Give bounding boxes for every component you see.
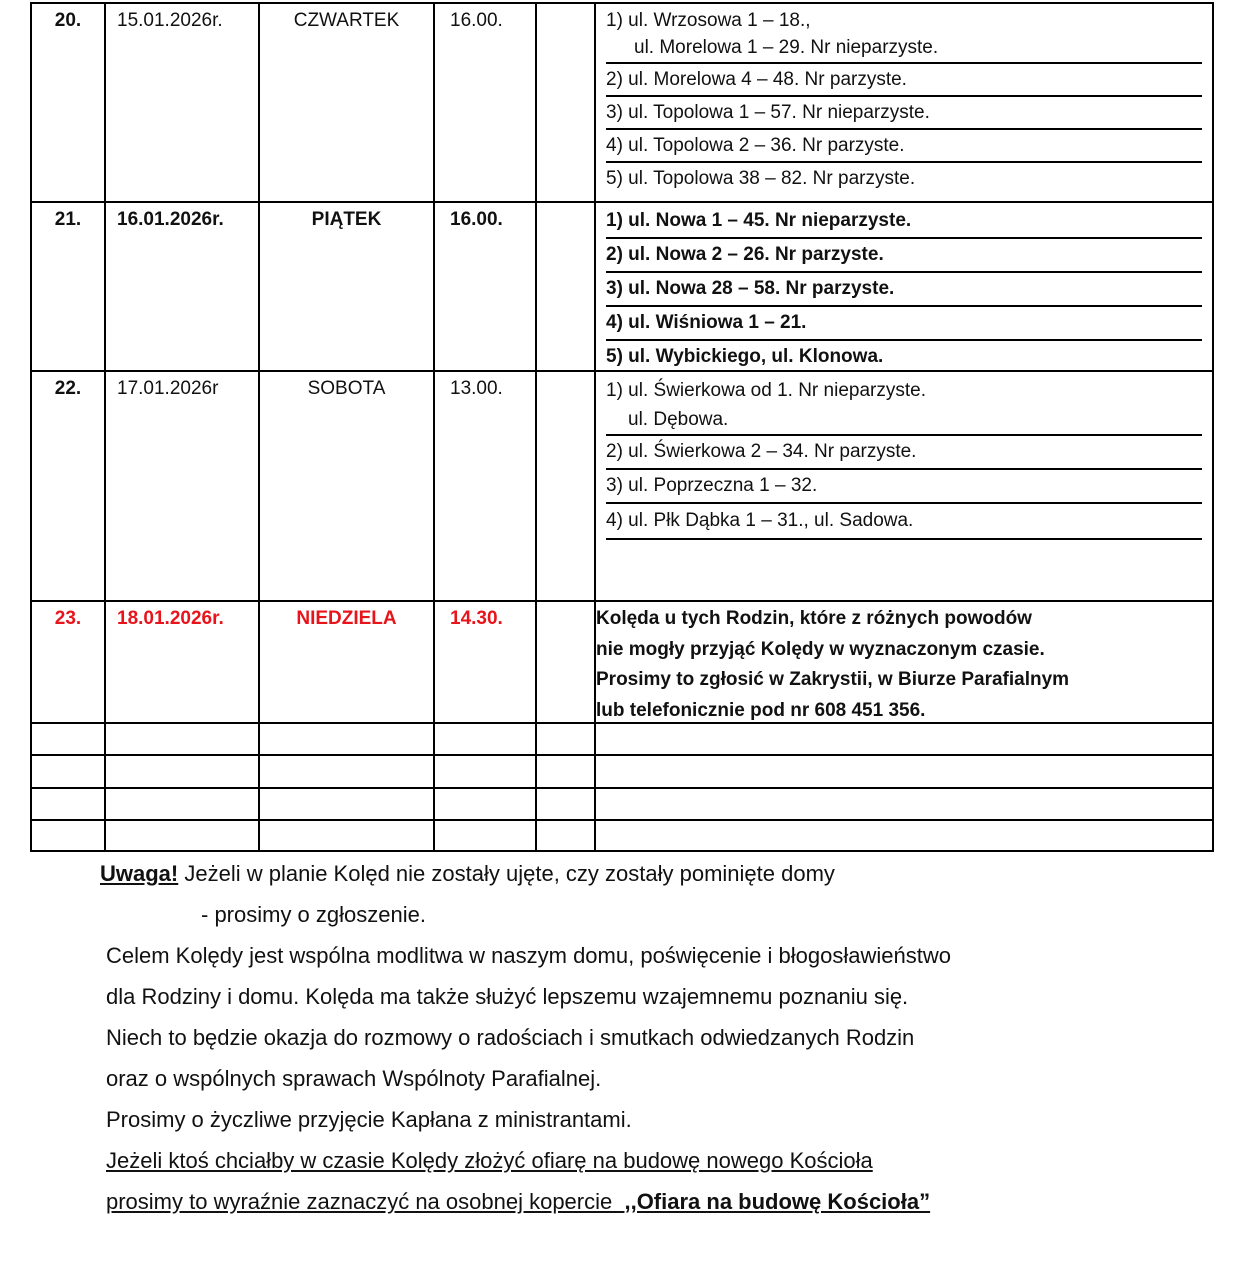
- row-day: SOBOTA: [258, 372, 433, 600]
- street-item: 5) ul. Topolowa 38 – 82. Nr parzyste.: [606, 168, 916, 189]
- row-number: 22.: [54, 378, 82, 399]
- street-item: 3) ul. Nowa 28 – 58. Nr parzyste.: [606, 273, 1202, 307]
- street-item: 4) ul. Płk Dąbka 1 – 31., ul. Sadowa.: [606, 504, 1202, 540]
- paragraph-line: Niech to będzie okazja do rozmowy o radościach i smutkach odwiedzanych Rodzin: [106, 1025, 915, 1050]
- street-item: 1) ul. Wrzosowa 1 – 18., ul. Morelowa 1 – 29. Nr nieparzyste.: [606, 8, 1202, 64]
- table-row: [32, 600, 1212, 722]
- empty-cell: [104, 821, 258, 850]
- note-line: lub telefonicznie pod nr 608 451 356.: [596, 699, 926, 721]
- paragraph-line: dla Rodziny i domu. Kolęda ma także służyć lepszemu wzajemnemu poznaniu się.: [106, 984, 909, 1009]
- uwaga-line: [100, 853, 951, 894]
- uwaga-label: Uwaga!: [100, 861, 179, 886]
- row-day: NIEDZIELA: [258, 602, 433, 722]
- late-visit-note: [594, 602, 1212, 722]
- street-item: 1) ul. Nowa 1 – 45. Nr nieparzyste.: [606, 205, 1202, 239]
- street-item: 2) ul. Nowa 2 – 26. Nr parzyste.: [606, 239, 1202, 273]
- offering-line: [106, 1181, 951, 1222]
- row-number: 20.: [54, 10, 82, 31]
- street-item: 3) ul. Poprzeczna 1 – 32.: [606, 470, 1202, 504]
- empty-row: [32, 754, 1212, 787]
- street-item: 3) ul. Topolowa 1 – 57. Nr nieparzyste.: [606, 97, 1202, 130]
- row-extra: [535, 372, 594, 600]
- street-list: [594, 372, 1212, 600]
- row-date: 17.01.2026r: [104, 372, 258, 600]
- street-item: 2) ul. Świerkowa 2 – 34. Nr parzyste.: [606, 436, 1202, 470]
- row-time: 16.00.: [433, 203, 535, 370]
- table-row: [32, 4, 1212, 201]
- empty-cell: [535, 724, 594, 754]
- empty-cell: [32, 756, 104, 787]
- note-line: Prosimy to zgłosić w Zakrystii, w Biurze Parafialnym: [596, 669, 1070, 690]
- empty-cell: [258, 756, 433, 787]
- empty-cell: [32, 724, 104, 754]
- empty-cell: [594, 789, 1212, 819]
- street-item: 4) ul. Wiśniowa 1 – 21.: [606, 307, 1202, 341]
- street-list: [594, 4, 1212, 201]
- uwaga-continuation: - prosimy o zgłoszenie.: [201, 902, 426, 927]
- offering-line: Jeżeli ktoś chciałby w czasie Kolędy złożyć ofiarę na budowę nowego Kościoła: [106, 1148, 873, 1173]
- empty-cell: [104, 789, 258, 819]
- empty-row: [32, 819, 1212, 850]
- empty-cell: [258, 789, 433, 819]
- empty-cell: [433, 724, 535, 754]
- empty-cell: [104, 724, 258, 754]
- row-number: 21.: [54, 209, 82, 230]
- row-extra: [535, 4, 594, 201]
- empty-cell: [433, 789, 535, 819]
- empty-cell: [258, 821, 433, 850]
- empty-cell: [32, 821, 104, 850]
- row-number: 23.: [54, 608, 82, 629]
- empty-cell: [104, 756, 258, 787]
- row-time: 16.00.: [433, 4, 535, 201]
- paragraph-line: Celem Kolędy jest wspólna modlitwa w naszym domu, poświęcenie i błogosławieństwo: [106, 943, 951, 968]
- empty-cell: [535, 821, 594, 850]
- empty-cell: [594, 821, 1212, 850]
- row-time: 13.00.: [433, 372, 535, 600]
- notes-section: [100, 853, 951, 1222]
- street-item: 4) ul. Topolowa 2 – 36. Nr parzyste.: [606, 130, 1202, 163]
- empty-cell: [594, 756, 1212, 787]
- uwaga-text: Jeżeli w planie Kolęd nie zostały ujęte, czy zostały pominięte domy: [178, 861, 835, 886]
- offering-quote: ,,Ofiara na budowę Kościoła”: [624, 1189, 931, 1214]
- street-item: 5) ul. Wybickiego, ul. Klonowa.: [606, 346, 884, 367]
- empty-cell: [594, 724, 1212, 754]
- empty-cell: [32, 789, 104, 819]
- note-line: nie mogły przyjąć Kolędy w wyznaczonym czasie.: [596, 638, 1045, 660]
- row-date: 15.01.2026r.: [104, 4, 258, 201]
- row-date: 18.01.2026r.: [104, 602, 258, 722]
- table-row: [32, 370, 1212, 600]
- empty-cell: [433, 756, 535, 787]
- table-row: [32, 201, 1212, 370]
- note-line: Kolęda u tych Rodzin, które z różnych powodów: [596, 608, 1032, 629]
- empty-row: [32, 722, 1212, 754]
- empty-row: [32, 787, 1212, 819]
- row-day: PIĄTEK: [258, 203, 433, 370]
- empty-cell: [535, 789, 594, 819]
- street-list: [594, 203, 1212, 370]
- row-extra: [535, 602, 594, 722]
- empty-cell: [433, 821, 535, 850]
- empty-cell: [258, 724, 433, 754]
- empty-cell: [535, 756, 594, 787]
- row-time: 14.30.: [433, 602, 535, 722]
- koleda-schedule-table: [30, 2, 1214, 852]
- row-day: CZWARTEK: [258, 4, 433, 201]
- offering-text: prosimy to wyraźnie zaznaczyć na osobnej kopercie: [106, 1189, 625, 1214]
- street-item: 1) ul. Świerkowa od 1. Nr nieparzyste. ul. Dębowa.: [606, 376, 1202, 436]
- paragraph-line: Prosimy o życzliwe przyjęcie Kapłana z ministrantami.: [106, 1107, 632, 1132]
- row-date: 16.01.2026r.: [104, 203, 258, 370]
- street-item: 2) ul. Morelowa 4 – 48. Nr parzyste.: [606, 64, 1202, 97]
- row-extra: [535, 203, 594, 370]
- paragraph-line: oraz o wspólnych sprawach Wspólnoty Parafialnej.: [106, 1066, 602, 1091]
